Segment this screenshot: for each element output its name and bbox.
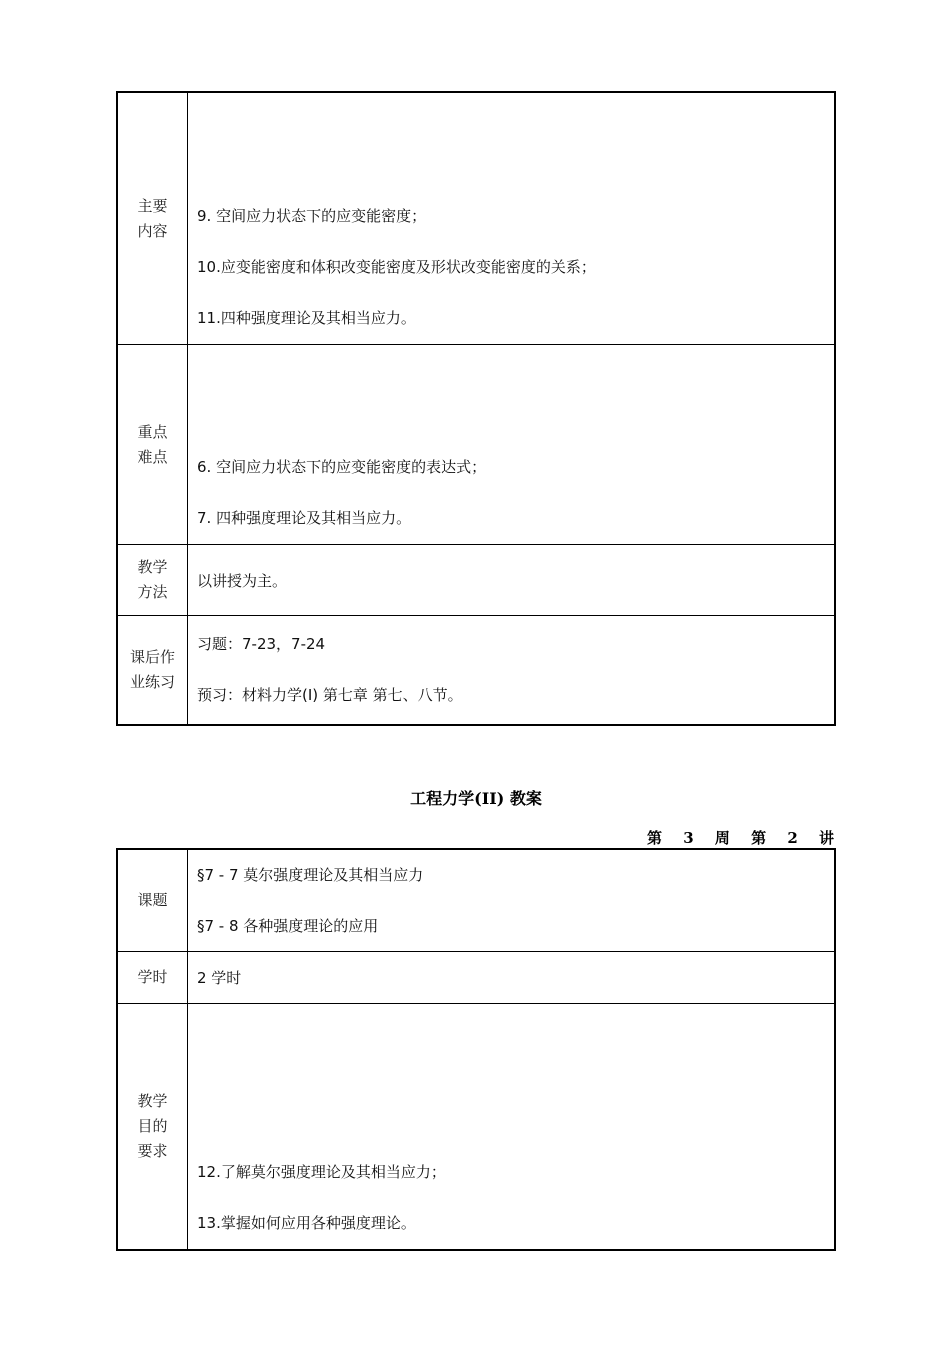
list-item: 习题：7-23，7-24 [197,635,326,653]
label-homework [118,616,188,724]
label-line: 要求 [137,1142,168,1160]
list-item: 7. 四种强度理论及其相当应力。 [197,509,412,527]
list-item: §7 - 7 莫尔强度理论及其相当应力 [197,865,424,884]
label-hours [118,952,188,1003]
label-line: 难点 [137,447,168,466]
label-line: 内容 [137,221,168,240]
row-hours [118,951,834,1003]
lesson-table-2 [116,848,836,1251]
label-method [118,545,188,615]
label-line: 业练习 [129,673,175,691]
content-objectives [188,1004,834,1249]
page-title: 工程力学(II) 教案 [410,789,542,808]
row-key-points [118,344,834,544]
label-line: 教学 [137,558,168,576]
list-item: 12.了解莫尔强度理论及其相当应力； [197,1163,446,1181]
label-line: 目的 [137,1117,168,1135]
label-main-content [118,93,188,344]
lesson-table-1 [116,91,836,726]
list-item: 13.掌握如何应用各种强度理论。 [197,1214,416,1232]
content-method [188,545,834,615]
list-item: §7 - 8 各种强度理论的应用 [197,916,379,935]
row-topic [118,850,834,951]
row-main-content [118,93,834,344]
label-line: 教学 [137,1092,168,1110]
list-item: 6. 空间应力状态下的应变能密度的表达式； [197,458,487,476]
label-line: 课题 [137,891,168,909]
content-homework [188,616,834,724]
method-text: 以讲授为主。 [197,571,288,590]
label-objectives [118,1004,188,1249]
row-method [118,544,834,615]
row-homework [118,615,834,724]
hours-text: 2 学时 [197,969,242,987]
list-item: 9. 空间应力状态下的应变能密度； [197,207,427,225]
label-key-points [118,345,188,544]
label-line: 学时 [137,968,168,986]
list-item: 10.应变能密度和体积改变能密度及形状改变能密度的关系； [197,258,596,276]
row-objectives [118,1003,834,1249]
content-topic [188,850,834,951]
label-line: 课后作 [129,648,175,666]
list-item: 11.四种强度理论及其相当应力。 [197,309,416,327]
label-line: 方法 [137,583,168,601]
label-line: 重点 [137,422,168,441]
list-item: 预习：材料力学(I) 第七章 第七、八节。 [197,686,463,704]
label-topic [118,850,188,951]
content-key-points [188,345,834,544]
label-line: 主要 [137,196,168,215]
week-lecture-label: 第 3 周 第 2 讲 [647,829,836,847]
content-hours [188,952,834,1003]
content-main [188,93,834,344]
